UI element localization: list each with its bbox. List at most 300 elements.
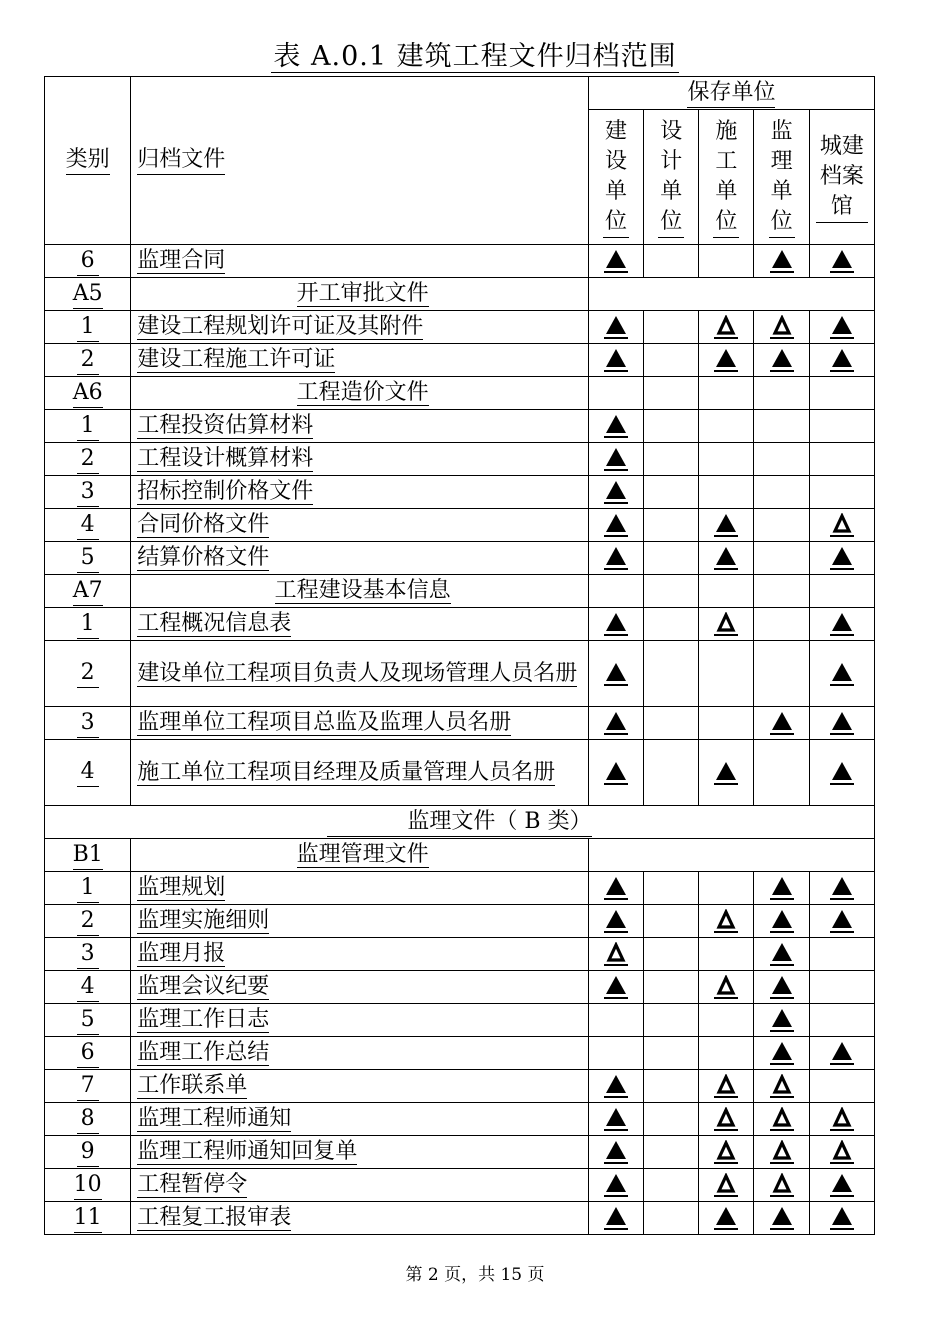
mark-cell [699,608,754,641]
row-number-cell [45,608,131,641]
mark-cell [699,575,754,608]
solid-triangle-icon [604,975,628,999]
document-name: 工作联系单 [137,1073,248,1098]
mark-cell [754,344,809,377]
mark-cell [699,1004,754,1037]
row-number: 11 [74,1204,102,1233]
row-number: 5 [77,544,99,573]
solid-triangle-icon [830,249,854,273]
mark-cell [644,245,699,278]
solid-triangle-icon [830,1173,854,1197]
hollow-triangle-icon [714,1074,738,1098]
row-number: 1 [77,313,99,342]
solid-triangle-icon [604,876,628,900]
row-number: 4 [77,758,99,787]
mark-cell [809,872,874,905]
mark-cell [588,740,643,806]
header-group: 保存单位 [687,79,775,108]
row-number-cell [45,245,131,278]
solid-triangle-icon [604,447,628,471]
mark-cell [588,311,643,344]
mark-cell [699,1136,754,1169]
solid-triangle-icon [830,662,854,686]
mark-cell [644,575,699,608]
document-cell [131,839,589,872]
mark-cell [809,1136,874,1169]
row-number-cell [45,740,131,806]
row-number: 9 [77,1138,99,1167]
document-name: 监理工程师通知 [137,1106,292,1131]
mark-cell [644,377,699,410]
document-cell [131,575,589,608]
mark-cell [699,641,754,707]
mark-cell [588,1004,643,1037]
table-row [45,1037,875,1070]
solid-triangle-icon [830,315,854,339]
mark-cell [754,410,809,443]
row-number-cell [45,1004,131,1037]
document-cell [131,542,589,575]
mark-cell [644,1202,699,1235]
row-number: 4 [77,511,99,540]
hollow-triangle-icon [714,1173,738,1197]
table-row [45,971,875,1004]
mark-cell [754,245,809,278]
mark-cell [809,344,874,377]
hollow-triangle-icon [714,1107,738,1131]
row-number-cell [45,311,131,344]
table-row [45,542,875,575]
document-cell [131,872,589,905]
row-number-cell [45,971,131,1004]
mark-cell [644,608,699,641]
header-unit-archive: 城建档案馆 [816,132,868,223]
hollow-triangle-icon [714,975,738,999]
document-name: 监理实施细则 [137,908,270,933]
header-document-cell [131,77,589,245]
document-cell [131,641,589,707]
document-cell [131,740,589,806]
banner-row [45,806,875,839]
mark-cell [809,575,874,608]
table-row [45,1136,875,1169]
mark-cell [809,476,874,509]
table-row [45,1103,875,1136]
mark-cell [588,1070,643,1103]
mark-cell [809,1037,874,1070]
document-name: 结算价格文件 [137,545,270,570]
document-cell [131,509,589,542]
hollow-triangle-icon [770,1173,794,1197]
mark-cell [588,608,643,641]
section-row [45,278,875,311]
mark-cell [699,1103,754,1136]
page-title-text: 表 A.0.1 建筑工程文件归档范围 [273,41,677,72]
row-number: 3 [77,478,99,507]
mark-cell [644,1037,699,1070]
mark-cell [754,509,809,542]
solid-triangle-icon [770,1041,794,1065]
document-cell [131,377,589,410]
table-row [45,608,875,641]
solid-triangle-icon [714,348,738,372]
row-number: 4 [77,973,99,1002]
mark-cell [754,1169,809,1202]
solid-triangle-icon [830,348,854,372]
hollow-triangle-icon [714,612,738,636]
mark-cell [588,938,643,971]
mark-cell [809,1169,874,1202]
mark-cell [699,905,754,938]
document-name: 监理工程师通知回复单 [137,1139,358,1164]
mark-cell [699,1070,754,1103]
row-number: 1 [77,874,99,903]
mark-cell [644,971,699,1004]
mark-cell [644,542,699,575]
row-number: 2 [77,907,99,936]
solid-triangle-icon [770,249,794,273]
archive-scope-table [44,76,875,1235]
solid-triangle-icon [830,909,854,933]
mark-cell [699,344,754,377]
row-number: 8 [77,1105,99,1134]
mark-cell [588,1202,643,1235]
table-row [45,740,875,806]
mark-cell [754,707,809,740]
banner-label: 监理文件（ B 类） [327,808,591,837]
mark-cell [754,1004,809,1037]
document-name: 监理合同 [137,248,226,273]
mark-cell [588,641,643,707]
mark-cell [644,1169,699,1202]
solid-triangle-icon [604,249,628,273]
header-unit-cell [699,110,754,245]
document-cell [131,410,589,443]
mark-cell [809,608,874,641]
document-name: 施工单位工程项目经理及质量管理人员名册 [137,759,556,785]
mark-cell [809,740,874,806]
solid-triangle-icon [604,711,628,735]
solid-triangle-icon [714,1206,738,1230]
mark-cell [644,1103,699,1136]
document-cell [131,245,589,278]
document-cell [131,1169,589,1202]
mark-cell [644,905,699,938]
mark-cell [754,872,809,905]
mark-cell [809,311,874,344]
mark-cell [809,542,874,575]
document-name: 工程设计概算材料 [137,446,314,471]
mark-cell [588,905,643,938]
solid-triangle-icon [770,1008,794,1032]
document-name: 监理工作总结 [137,1040,270,1065]
page-footer [0,1260,950,1285]
table-row [45,476,875,509]
solid-triangle-icon [830,711,854,735]
mark-cell [644,311,699,344]
row-number-cell [45,938,131,971]
page-title [0,34,950,73]
table-row [45,905,875,938]
header-unit-design: 设计单位 [658,117,684,238]
row-number: 3 [77,709,99,738]
section-title: 工程建设基本信息 [274,578,451,603]
mark-cell [644,476,699,509]
mark-cell [754,377,809,410]
solid-triangle-icon [604,909,628,933]
section-row [45,839,875,872]
header-unit-cell [809,110,874,245]
mark-cell [588,245,643,278]
row-number-cell [45,476,131,509]
mark-cell [809,707,874,740]
solid-triangle-icon [604,348,628,372]
mark-cell [699,1169,754,1202]
row-number-cell [45,278,131,311]
row-number: 10 [74,1171,102,1200]
mark-cell [754,311,809,344]
solid-triangle-icon [770,909,794,933]
row-number: 5 [77,1006,99,1035]
document-cell [131,278,589,311]
mark-cell [754,938,809,971]
mark-cell [754,905,809,938]
header-unit-cell [754,110,809,245]
mark-cell [809,905,874,938]
solid-triangle-icon [830,761,854,785]
table-row [45,245,875,278]
mark-cell [754,1037,809,1070]
document-cell [131,905,589,938]
table-row [45,938,875,971]
mark-cell [699,410,754,443]
section-row [45,575,875,608]
row-number: 2 [77,346,99,375]
mark-cell [809,410,874,443]
mark-cell [809,509,874,542]
header-document: 归档文件 [137,146,225,175]
document-name: 监理规划 [137,875,226,900]
document-cell [131,707,589,740]
document-cell [131,1070,589,1103]
mark-cell [699,740,754,806]
row-number: 7 [77,1072,99,1101]
hollow-triangle-icon [714,909,738,933]
mark-cell [644,1004,699,1037]
header-row-1 [45,77,875,110]
header-category-cell [45,77,131,245]
document-name: 工程投资估算材料 [137,413,314,438]
solid-triangle-icon [770,348,794,372]
mark-cell [644,344,699,377]
solid-triangle-icon [604,1140,628,1164]
mark-cell [588,344,643,377]
mark-cell [699,245,754,278]
header-unit-cell [588,110,643,245]
row-number-cell [45,1037,131,1070]
row-number-cell [45,509,131,542]
document-name: 建设工程施工许可证 [137,347,336,372]
row-number-cell [45,410,131,443]
table-body [45,77,875,1235]
mark-cell [588,542,643,575]
mark-cell [644,740,699,806]
document-cell [131,344,589,377]
section-blank-cell [588,839,874,872]
mark-cell [644,872,699,905]
mark-cell [699,971,754,1004]
mark-cell [699,872,754,905]
mark-cell [754,608,809,641]
row-number: 1 [77,610,99,639]
row-number: 2 [77,445,99,474]
mark-cell [809,443,874,476]
mark-cell [754,1070,809,1103]
row-number: 6 [77,1039,99,1068]
mark-cell [588,707,643,740]
table-row [45,344,875,377]
row-number: A5 [73,280,103,309]
hollow-triangle-icon [830,513,854,537]
row-number: 1 [77,412,99,441]
mark-cell [754,1103,809,1136]
document-cell [131,1202,589,1235]
table-row [45,707,875,740]
header-category: 类别 [66,146,110,175]
page-number: 第 2 页，共 15 页 [405,1265,545,1285]
solid-triangle-icon [604,761,628,785]
row-number-cell [45,1070,131,1103]
header-unit-construction: 建设单位 [603,117,629,238]
mark-cell [588,410,643,443]
mark-cell [754,443,809,476]
mark-cell [809,1103,874,1136]
row-number-cell [45,1169,131,1202]
solid-triangle-icon [770,711,794,735]
document-name: 合同价格文件 [137,512,270,537]
mark-cell [588,377,643,410]
mark-cell [809,377,874,410]
mark-cell [809,1202,874,1235]
row-number-cell [45,542,131,575]
hollow-triangle-icon [770,1140,794,1164]
row-number: 3 [77,940,99,969]
section-title: 开工审批文件 [296,281,429,306]
mark-cell [699,311,754,344]
mark-cell [644,938,699,971]
solid-triangle-icon [604,1206,628,1230]
document-cell [131,1136,589,1169]
solid-triangle-icon [604,414,628,438]
solid-triangle-icon [604,1173,628,1197]
document-name: 监理会议纪要 [137,974,270,999]
mark-cell [809,938,874,971]
row-number: 2 [77,659,99,688]
document-cell [131,971,589,1004]
table-row [45,1169,875,1202]
document-name: 建设工程规划许可证及其附件 [137,314,424,339]
mark-cell [754,1202,809,1235]
row-number-cell [45,377,131,410]
header-unit-cell [644,110,699,245]
mark-cell [699,377,754,410]
row-number-cell [45,1103,131,1136]
mark-cell [809,1070,874,1103]
section-title: 工程造价文件 [296,380,429,405]
table-row [45,1202,875,1235]
mark-cell [699,542,754,575]
document-name: 建设单位工程项目负责人及现场管理人员名册 [137,660,578,686]
table-row [45,641,875,707]
document-cell [131,608,589,641]
hollow-triangle-icon [604,942,628,966]
mark-cell [588,575,643,608]
solid-triangle-icon [604,662,628,686]
row-number: A6 [73,379,103,408]
row-number-cell [45,1136,131,1169]
section-title: 监理管理文件 [296,842,429,867]
mark-cell [588,971,643,1004]
mark-cell [588,1037,643,1070]
mark-cell [754,740,809,806]
header-unit-contractor: 施工单位 [713,117,739,238]
table-row [45,1070,875,1103]
header-unit-supervision: 监理单位 [769,117,795,238]
mark-cell [754,542,809,575]
solid-triangle-icon [604,612,628,636]
row-number-cell [45,872,131,905]
mark-cell [588,1169,643,1202]
row-number-cell [45,707,131,740]
table-row [45,872,875,905]
hollow-triangle-icon [830,1140,854,1164]
mark-cell [644,707,699,740]
solid-triangle-icon [770,975,794,999]
solid-triangle-icon [770,876,794,900]
mark-cell [644,1136,699,1169]
document-cell [131,1103,589,1136]
solid-triangle-icon [830,1206,854,1230]
mark-cell [699,509,754,542]
solid-triangle-icon [830,546,854,570]
mark-cell [699,1202,754,1235]
hollow-triangle-icon [770,1107,794,1131]
solid-triangle-icon [830,1041,854,1065]
solid-triangle-icon [830,612,854,636]
mark-cell [699,443,754,476]
mark-cell [588,443,643,476]
document-cell [131,938,589,971]
table-row [45,443,875,476]
header-group-cell [588,77,874,110]
table-row [45,410,875,443]
mark-cell [754,575,809,608]
row-number-cell [45,344,131,377]
solid-triangle-icon [714,546,738,570]
document-cell [131,1037,589,1070]
row-number-cell [45,839,131,872]
document-name: 招标控制价格文件 [137,479,314,504]
row-number-cell [45,1202,131,1235]
solid-triangle-icon [830,876,854,900]
mark-cell [588,476,643,509]
solid-triangle-icon [604,1107,628,1131]
document-cell [131,1004,589,1037]
document-cell [131,476,589,509]
mark-cell [699,1037,754,1070]
hollow-triangle-icon [770,315,794,339]
mark-cell [809,1004,874,1037]
